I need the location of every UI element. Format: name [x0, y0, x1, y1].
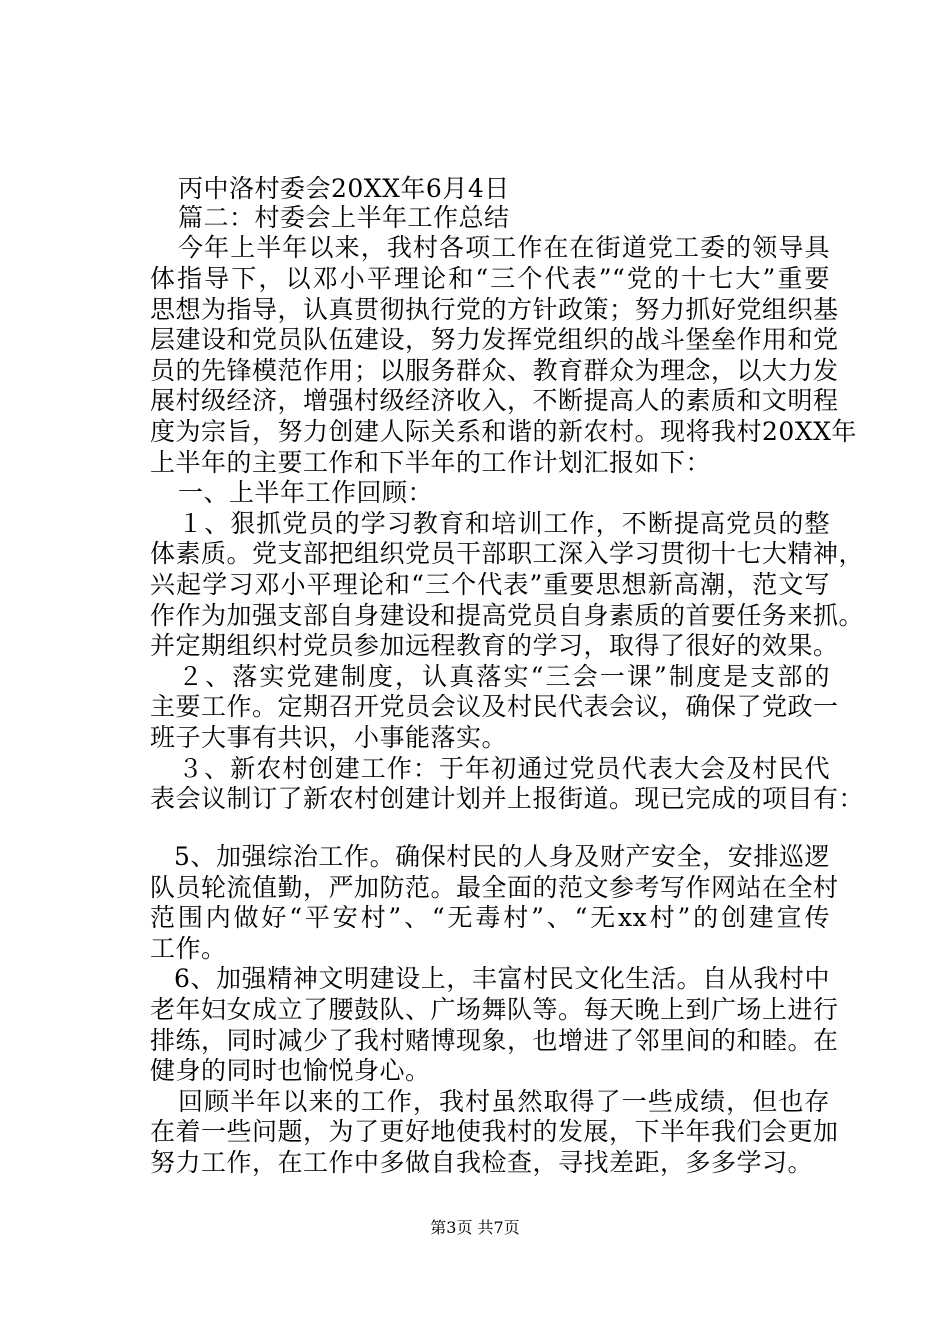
paragraph-line: 范围内做好“平安村”、“无毒村”、“无xx村”的创建宣传: [150, 903, 830, 933]
subheading: 一、上半年工作回顾：: [178, 478, 434, 508]
paragraph-line: 度为宗旨，努力创建人际关系和谐的新农村。现将我村20XX年: [150, 417, 857, 447]
paragraph-line: 老年妇女成立了腰鼓队、广场舞队等。每天晚上到广场上进行: [150, 995, 839, 1025]
page-footer: 第3页 共7页: [430, 1218, 520, 1237]
paragraph-line: 在着一些问题，为了更好地使我村的发展，下半年我们会更加: [150, 1117, 839, 1147]
paragraph-line: 并定期组织村党员参加远程教育的学习，取得了很好的效果。: [150, 631, 839, 661]
paragraph-line: 队员轮流值勤，严加防范。最全面的范文参考写作网站在全村: [150, 872, 839, 902]
paragraph-line: 上半年的主要工作和下半年的工作计划汇报如下：: [150, 447, 712, 477]
paragraph-line: 思想为指导，认真贯彻执行党的方针政策；努力抓好党组织基: [150, 294, 839, 324]
paragraph-line: 体指导下，以邓小平理论和“三个代表”“党的十七大”重要: [150, 264, 830, 294]
section-heading: 篇二：村委会上半年工作总结: [178, 202, 510, 232]
paragraph-line: 展村级经济，增强村级经济收入，不断提高人的素质和文明程: [150, 386, 839, 416]
paragraph-line: 6、加强精神文明建设上，丰富村民文化生活。自从我村中: [174, 964, 830, 994]
date-line: 丙中洛村委会20XX年6月4日: [178, 174, 510, 203]
paragraph-line: 班子大事有共识，小事能落实。: [150, 723, 508, 753]
paragraph-line: 体素质。党支部把组织党员干部职工深入学习贯彻十七大精神，: [150, 539, 865, 569]
paragraph-line: 工作。: [150, 933, 227, 963]
paragraph-line: 作作为加强支部自身建设和提高党员自身素质的首要任务来抓。: [150, 600, 865, 630]
paragraph-line: 健身的同时也愉悦身心。: [150, 1056, 431, 1086]
paragraph-line: 努力工作，在工作中多做自我检查，寻找差距，多多学习。: [150, 1148, 814, 1177]
paragraph-line: 排练，同时减少了我村赌博现象，也增进了邻里间的和睦。在: [150, 1025, 839, 1055]
paragraph-line: 5、加强综治工作。确保村民的人身及财产安全，安排巡逻: [174, 842, 830, 872]
paragraph-line: 兴起学习邓小平理论和“三个代表”重要思想新高潮，范文写: [150, 570, 830, 600]
paragraph-line: 层建设和党员队伍建设，努力发挥党组织的战斗堡垒作用和党: [150, 325, 839, 355]
paragraph-line: 员的先锋模范作用；以服务群众、教育群众为理念，以大力发: [150, 355, 839, 385]
paragraph-line: ３、新农村创建工作：于年初通过党员代表大会及村民代: [178, 753, 830, 783]
paragraph-line: 主要工作。定期召开党员会议及村民代表会议，确保了党政一: [150, 692, 839, 722]
paragraph-line: ２、落实党建制度，认真落实“三会一课”制度是支部的: [178, 661, 830, 691]
paragraph-line: １、狠抓党员的学习教育和培训工作，不断提高党员的整: [178, 508, 830, 538]
paragraph-line: 回顾半年以来的工作，我村虽然取得了一些成绩，但也存: [178, 1086, 830, 1116]
paragraph-line: 今年上半年以来，我村各项工作在在街道党工委的领导具: [178, 233, 830, 263]
paragraph-line: 表会议制订了新农村创建计划并上报街道。现已完成的项目有：: [150, 784, 865, 814]
